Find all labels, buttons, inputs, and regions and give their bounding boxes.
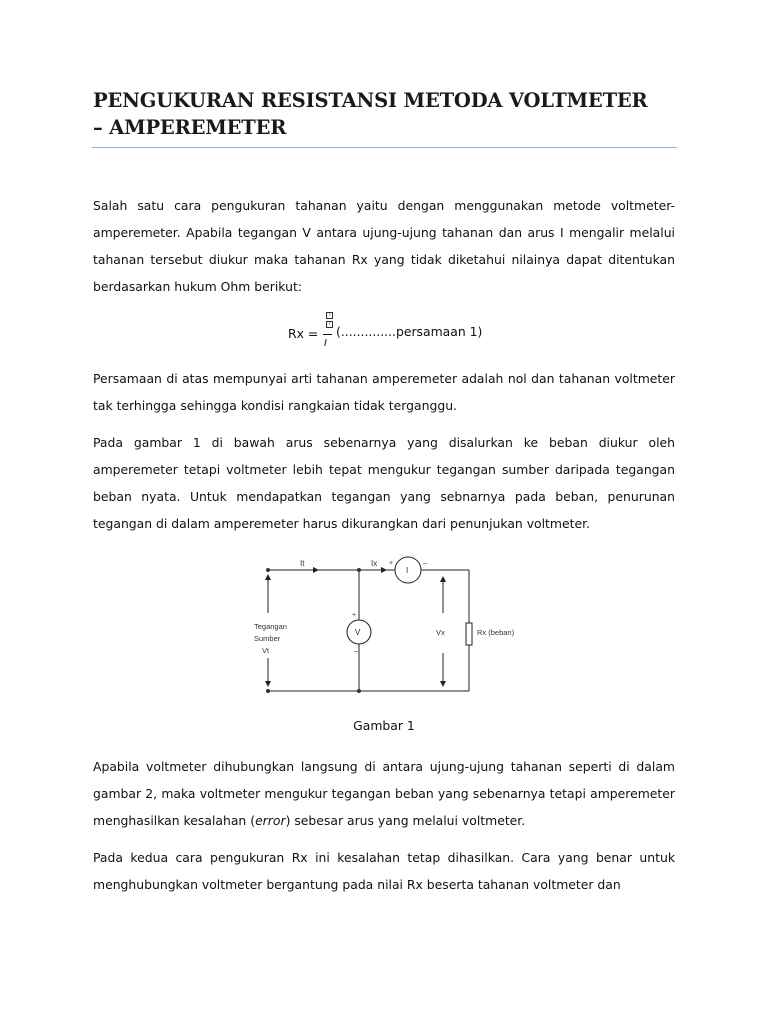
- missing-glyph-box: ?: [326, 312, 333, 319]
- paragraph-line: berdasarkan hukum Ohm berikut:: [93, 279, 302, 294]
- paragraph-line: Apabila voltmeter dihubungkan langsung di antara ujung-ujung tahanan seperti di dalam: [93, 759, 675, 774]
- equation-fraction: [323, 312, 335, 352]
- equation-label: (..............persamaan 1): [336, 324, 483, 339]
- ix-label: Ix: [371, 559, 378, 568]
- rx-label: Rx (beban): [477, 628, 515, 637]
- voltmeter-minus: –: [354, 648, 358, 655]
- paragraph-3: [93, 429, 675, 537]
- source-label-2: Sumber: [254, 634, 281, 643]
- junction-dot: [357, 689, 361, 693]
- paragraph-5: [93, 844, 675, 898]
- voltmeter-label: V: [355, 628, 361, 637]
- text-run: ) sebesar arus yang melalui voltmeter.: [285, 813, 526, 828]
- ammeter-plus: +: [389, 560, 394, 567]
- title-underline: [92, 147, 677, 148]
- paragraph-line: amperemeter. Apabila tegangan V antara ujung-ujung tahanan dan arus I mengalir melalui: [93, 225, 675, 240]
- paragraph-line: tahanan tersebut diukur maka tahanan Rx yang tidak diketahui nilainya dapat ditentukan: [93, 252, 675, 267]
- ammeter-minus: –: [423, 560, 427, 567]
- text-run: menghasilkan kesalahan (: [93, 813, 256, 828]
- source-label-1: Tegangan: [254, 622, 287, 631]
- ammeter-label: I: [406, 566, 409, 575]
- paragraph-line: Pada gambar 1 di bawah arus sebenarnya yang disalurkan ke beban diukur oleh: [93, 435, 675, 450]
- source-label-3: Vt: [262, 646, 270, 655]
- figure-caption: Gambar 1: [353, 718, 415, 733]
- paragraph-4: [93, 753, 675, 834]
- equation-1: [288, 308, 508, 354]
- load-resistor: [466, 623, 472, 645]
- page-title: [93, 87, 683, 141]
- paragraph-line: beban nyata. Untuk mendapatkan tegangan yang sebnarnya pada beban, penurunan: [93, 489, 675, 504]
- junction-dot: [357, 568, 361, 572]
- italic-term: error: [255, 813, 286, 828]
- fraction-bar: [323, 334, 332, 335]
- terminal-dot: [266, 568, 270, 572]
- paragraph-line: tegangan di dalam amperemeter harus dikurangkan dari penunjukan voltmeter.: [93, 516, 590, 531]
- voltmeter-plus: +: [352, 612, 357, 619]
- terminal-dot: [266, 689, 270, 693]
- paragraph-line: Pada kedua cara pengukuran Rx ini kesalahan tetap dihasilkan. Cara yang benar untuk: [93, 850, 675, 865]
- title-line-1: PENGUKURAN RESISTANSI METODA VOLTMETER: [93, 89, 648, 112]
- circuit-diagram: [238, 553, 515, 701]
- paragraph-line: Persamaan di atas mempunyai arti tahanan amperemeter adalah nol dan tahanan voltmeter: [93, 371, 675, 386]
- paragraph-line: amperemeter tetapi voltmeter lebih tepat mengukur tegangan sumber daripada tegangan: [93, 462, 675, 477]
- vx-label: Vx: [436, 628, 445, 637]
- equation-denominator: I: [324, 338, 327, 349]
- paragraph-line: gambar 2, maka voltmeter mengukur tegangan beban yang sebenarnya tetapi amperemeter: [93, 786, 675, 801]
- paragraph-line: menghubungkan voltmeter bergantung pada nilai Rx beserta tahanan voltmeter dan: [93, 877, 621, 892]
- missing-glyph-box: ?: [326, 321, 333, 328]
- title-line-2: – AMPEREMETER: [93, 116, 287, 139]
- equation-lhs: Rx =: [288, 326, 319, 341]
- paragraph-2: [93, 365, 675, 419]
- paragraph-1: [93, 192, 675, 300]
- paragraph-line: tak terhingga sehingga kondisi rangkaian tidak terganggu.: [93, 398, 457, 413]
- it-label: It: [300, 559, 305, 568]
- paragraph-line: Salah satu cara pengukuran tahanan yaitu dengan menggunakan metode voltmeter-: [93, 198, 675, 213]
- paragraph-line: [93, 807, 675, 834]
